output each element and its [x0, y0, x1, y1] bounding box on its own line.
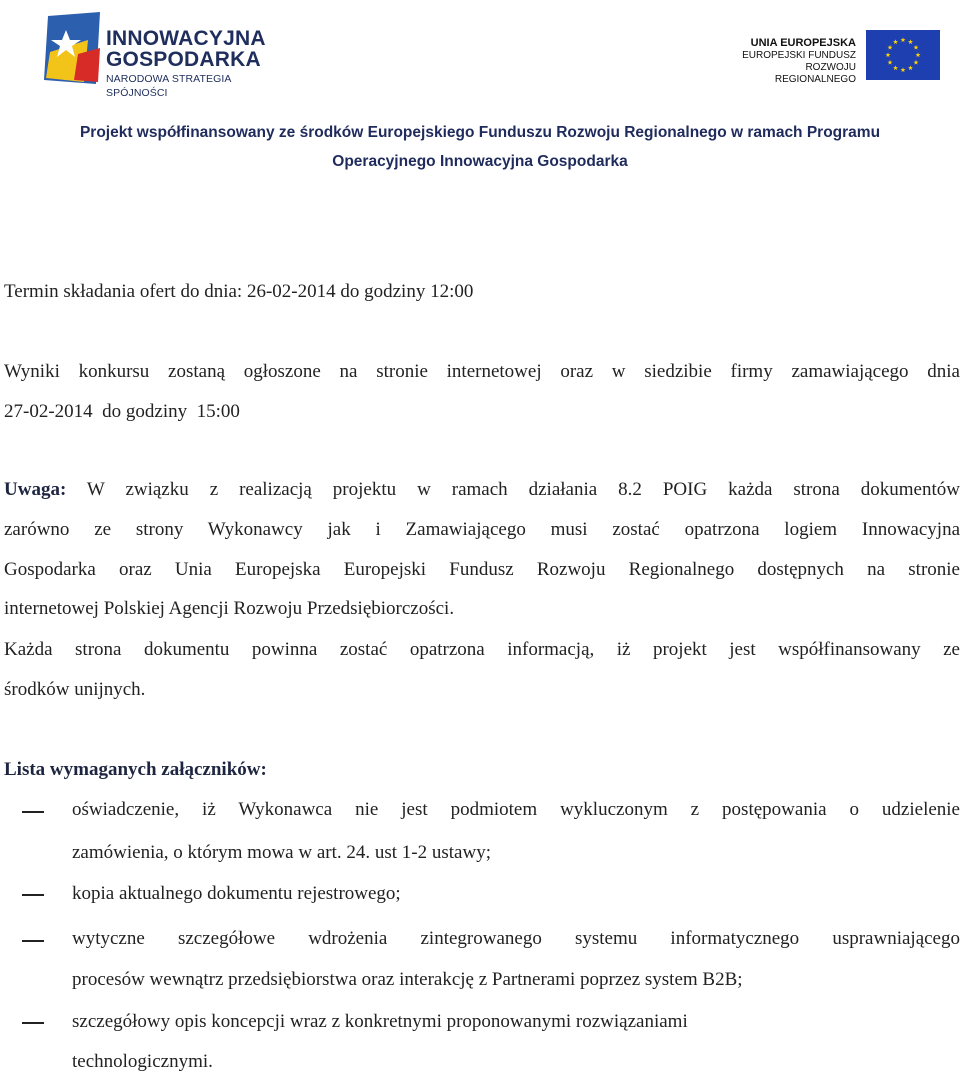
notice-line4: internetowej Polskiej Agencji Rozwoju Przedsiębiorczości. [4, 598, 455, 619]
innowacyjna-gospodarka-logo [44, 12, 284, 99]
logo-text-rozwoju-regionalnego: ROZWOJU REGIONALNEGO [774, 62, 856, 85]
attachment-item-4-line1: szczegółowy opis koncepcji wraz z konkretnymi proponowanymi rozwiązaniami [72, 1011, 688, 1032]
attachment-item-3-line2: procesów wewnątrz przedsiębiorstwa oraz interakcję z Partnerami poprzez system B2B; [72, 969, 743, 990]
attachment-item-3-line1: wytyczne szczegółowe wdrożenia zintegrowanego systemu informatycznego usprawniającego [72, 928, 960, 949]
logo-text-strategia: NARODOWA STRATEGIA SPÓJNOŚCI [106, 73, 231, 99]
logo-text-europejski-fundusz: EUROPEJSKI FUNDUSZ [742, 50, 856, 61]
results-line2: 27-02-2014 do godziny 15:00 [4, 401, 240, 422]
notice-line3: Gospodarka oraz Unia Europejska Europejski Fundusz Rozwoju Regionalnego dostępnych na stronie [4, 559, 960, 580]
attachment-item-1-line2: zamówienia, o którym mowa w art. 24. ust 1-2 ustawy; [72, 842, 491, 863]
project-note-line2: Operacyjnego Innowacyjna Gospodarka [332, 153, 628, 170]
list-bullet-dash [22, 894, 44, 896]
innowacyjna-gospodarka-emblem-icon [44, 12, 104, 86]
unia-europejska-logo [732, 30, 940, 84]
notice-line1-text: W związku z realizacją projektu w ramach działania 8.2 POIG każda strona dokumentów [66, 479, 960, 500]
project-note-line1: Projekt współfinansowany ze środków Europejskiego Funduszu Rozwoju Regionalnego w ramach Programu [79, 124, 881, 141]
attachments-heading: Lista wymaganych załączników: [4, 759, 267, 780]
notice-line2: zarówno ze strony Wykonawcy jak i Zamawiającego musi zostać opatrzona logiem Innowacyjna [4, 519, 960, 540]
logo-text-unia-europejska: UNIA EUROPEJSKA [750, 37, 856, 49]
notice-line5: Każda strona dokumentu powinna zostać opatrzona informacją, iż projekt jest współfinansowany ze [4, 639, 960, 660]
notice-line6: środków unijnych. [4, 679, 146, 700]
attachment-item-1-line1: oświadczenie, iż Wykonawca nie jest podmiotem wykluczonym z postępowania o udzielenie [72, 799, 960, 820]
results-line1: Wyniki konkursu zostaną ogłoszone na stronie internetowej oraz w siedzibie firmy zamawiającego dnia [4, 361, 960, 382]
notice-label: Uwaga: [4, 479, 67, 500]
list-bullet-dash [22, 1022, 44, 1024]
attachment-item-2-line1: kopia aktualnego dokumentu rejestrowego; [72, 883, 401, 904]
eu-flag-icon [866, 30, 940, 80]
attachment-item-4-line2: technologicznymi. [72, 1051, 213, 1072]
logo-text-gospodarka: GOSPODARKA [106, 48, 261, 71]
list-bullet-dash [22, 940, 44, 942]
notice-line1 [4, 478, 960, 502]
list-bullet-dash [22, 811, 44, 813]
offer-deadline: Termin składania ofert do dnia: 26-02-2014 do godziny 12:00 [4, 281, 474, 302]
project-cofinancing-note [0, 118, 960, 176]
logo-text-innowacyjna: INNOWACYJNA [106, 27, 266, 50]
